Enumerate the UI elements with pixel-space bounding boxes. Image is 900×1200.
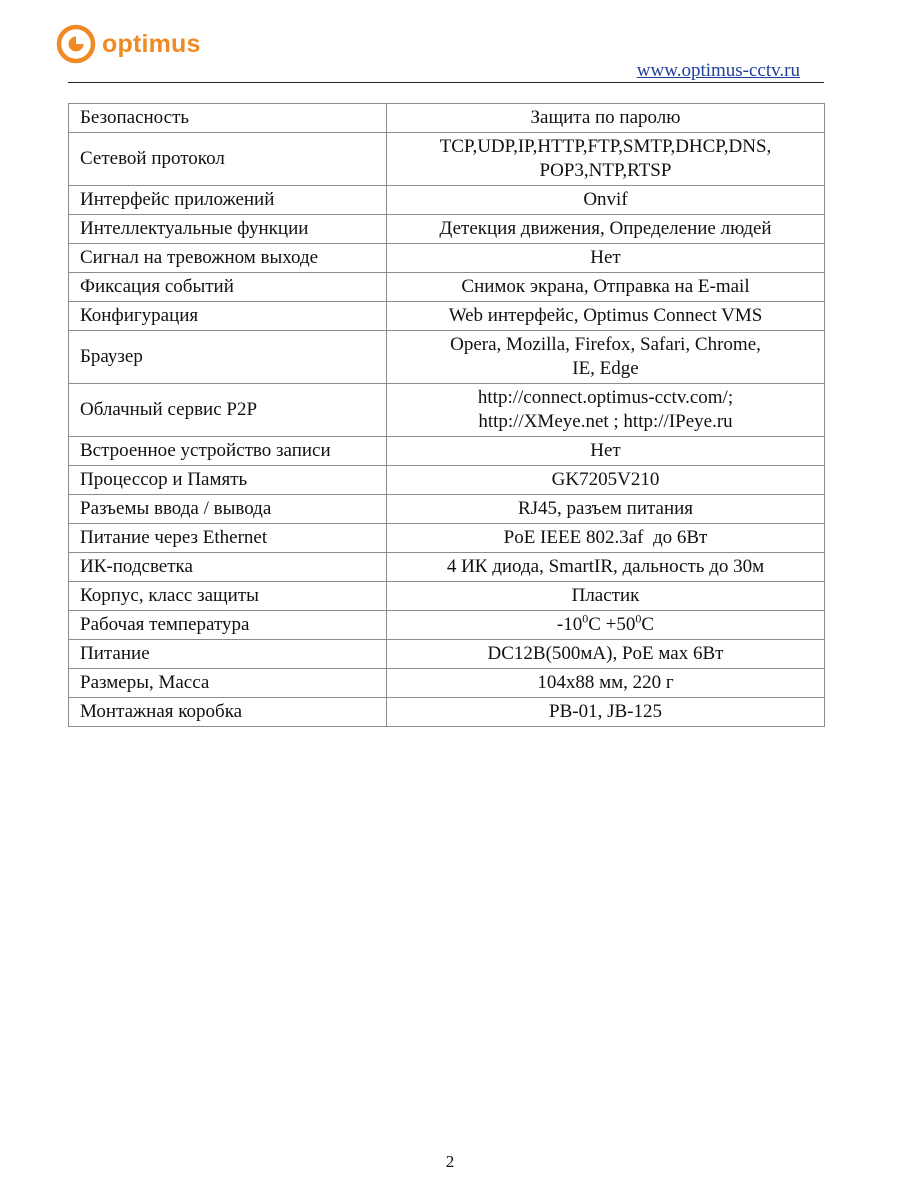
table-row bbox=[69, 495, 825, 524]
spec-value: Пластик bbox=[387, 582, 825, 611]
table-row bbox=[69, 104, 825, 133]
spec-label: Корпус, класс защиты bbox=[69, 582, 387, 611]
spec-label: Безопасность bbox=[69, 104, 387, 133]
spec-label: Встроенное устройство записи bbox=[69, 437, 387, 466]
degree-superscript: 0 bbox=[582, 611, 589, 626]
table-row bbox=[69, 273, 825, 302]
spec-label: Разъемы ввода / вывода bbox=[69, 495, 387, 524]
temp-unit: C bbox=[641, 614, 655, 635]
spec-value: DC12В(500мА), PoE мах 6Вт bbox=[387, 640, 825, 669]
spec-value: GK7205V210 bbox=[387, 466, 825, 495]
page-number: 2 bbox=[445, 1152, 455, 1171]
spec-label: Рабочая температура bbox=[69, 611, 387, 640]
spec-value: PoE IEEE 802.3af до 6Вт bbox=[387, 524, 825, 553]
table-row bbox=[69, 611, 825, 640]
spec-label: Браузер bbox=[69, 331, 387, 384]
spec-label: Интеллектуальные функции bbox=[69, 215, 387, 244]
table-row bbox=[69, 244, 825, 273]
spec-value: 104x88 мм, 220 г bbox=[387, 669, 825, 698]
spec-value: Снимок экрана, Отправка на E-mail bbox=[387, 273, 825, 302]
table-row bbox=[69, 524, 825, 553]
temp-max-value: C +50 bbox=[588, 614, 636, 635]
spec-label: Интерфейс приложений bbox=[69, 186, 387, 215]
table-row bbox=[69, 466, 825, 495]
brand-name: optimus bbox=[102, 29, 201, 58]
spec-value bbox=[387, 331, 825, 384]
table-row bbox=[69, 669, 825, 698]
spec-label: Фиксация событий bbox=[69, 273, 387, 302]
spec-value: PB-01, JB-125 bbox=[387, 698, 825, 727]
degree-superscript: 0 bbox=[635, 611, 642, 626]
table-row bbox=[69, 133, 825, 186]
spec-label: Питание через Ethernet bbox=[69, 524, 387, 553]
spec-value: Детекция движения, Определение людей bbox=[387, 215, 825, 244]
website-link[interactable]: www.optimus-cctv.ru bbox=[636, 60, 800, 81]
spec-label: Процессор и Память bbox=[69, 466, 387, 495]
spec-value-line: POP3,NTP,RTSP bbox=[539, 160, 672, 181]
table-row bbox=[69, 640, 825, 669]
spec-label: Сигнал на тревожном выходе bbox=[69, 244, 387, 273]
temp-min-value: -10 bbox=[556, 614, 583, 635]
spec-value: RJ45, разъем питания bbox=[387, 495, 825, 524]
table-row bbox=[69, 437, 825, 466]
spec-value-line: IE, Edge bbox=[572, 358, 639, 379]
spec-value-line: http://XMeye.net ; http://IPeye.ru bbox=[478, 411, 733, 432]
table-row bbox=[69, 698, 825, 727]
spec-label: Конфигурация bbox=[69, 302, 387, 331]
header-divider bbox=[68, 82, 824, 83]
spec-label: Сетевой протокол bbox=[69, 133, 387, 186]
spec-value bbox=[387, 611, 825, 640]
table-row bbox=[69, 384, 825, 437]
brand-logo bbox=[56, 24, 201, 64]
spec-label: Питание bbox=[69, 640, 387, 669]
spec-value: 4 ИК диода, SmartIR, дальность до 30м bbox=[387, 553, 825, 582]
table-row bbox=[69, 186, 825, 215]
spec-value: Нет bbox=[387, 437, 825, 466]
spec-label: Размеры, Масса bbox=[69, 669, 387, 698]
spec-value: Onvif bbox=[387, 186, 825, 215]
optimus-logo-icon bbox=[56, 24, 96, 64]
spec-value: Нет bbox=[387, 244, 825, 273]
spec-label: Облачный сервис P2P bbox=[69, 384, 387, 437]
spec-value bbox=[387, 384, 825, 437]
spec-value-line: TCP,UDP,IP,HTTP,FTP,SMTP,DHCP,DNS, bbox=[439, 136, 772, 157]
spec-value: Защита по паролю bbox=[387, 104, 825, 133]
spec-value: Web интерфейс, Optimus Connect VMS bbox=[387, 302, 825, 331]
table-row bbox=[69, 553, 825, 582]
spec-label: Монтажная коробка bbox=[69, 698, 387, 727]
table-row bbox=[69, 582, 825, 611]
spec-value-line: Opera, Mozilla, Firefox, Safari, Chrome, bbox=[450, 334, 761, 355]
spec-label: ИК-подсветка bbox=[69, 553, 387, 582]
table-row bbox=[69, 331, 825, 384]
table-row bbox=[69, 215, 825, 244]
spec-value-line: http://connect.optimus-cctv.com/; bbox=[477, 387, 734, 408]
spec-value bbox=[387, 133, 825, 186]
table-row bbox=[69, 302, 825, 331]
specifications-table bbox=[68, 103, 825, 727]
